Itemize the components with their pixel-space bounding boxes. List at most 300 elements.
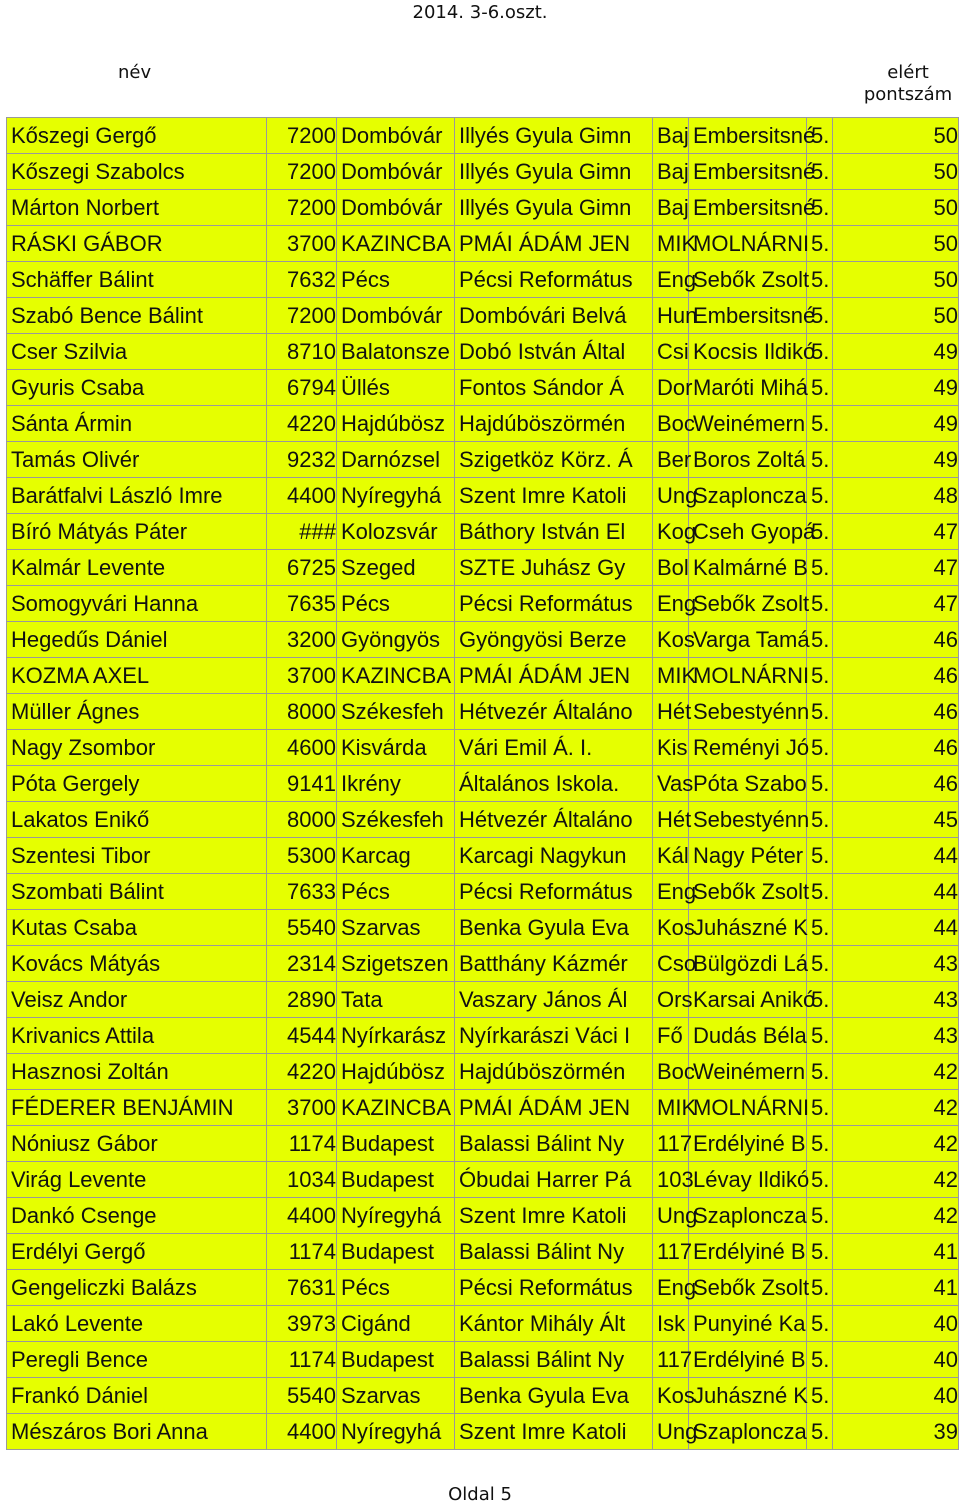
cell-teacher: Karsai Anikó xyxy=(689,982,807,1018)
cell-address: Boc xyxy=(653,406,689,442)
cell-city: Gyöngyös xyxy=(337,622,455,658)
cell-teacher: Embersitsné xyxy=(689,298,807,334)
cell-grade: 5. xyxy=(807,154,833,190)
cell-address: Hun xyxy=(653,298,689,334)
table-row xyxy=(7,838,959,874)
cell-grade: 5. xyxy=(807,730,833,766)
cell-grade: 5. xyxy=(807,1090,833,1126)
cell-zip: 2890 xyxy=(267,982,337,1018)
cell-city: Budapest xyxy=(337,1126,455,1162)
cell-grade: 5. xyxy=(807,1054,833,1090)
cell-zip: 1174 xyxy=(267,1234,337,1270)
cell-zip: 7635 xyxy=(267,586,337,622)
cell-address: Fő xyxy=(653,1018,689,1054)
cell-city: Dombóvár xyxy=(337,190,455,226)
cell-points: 50 xyxy=(833,298,959,334)
table-row xyxy=(7,730,959,766)
cell-name: Mészáros Bori Anna xyxy=(7,1414,267,1450)
cell-teacher: Boros Zoltá xyxy=(689,442,807,478)
cell-address: MIK xyxy=(653,658,689,694)
cell-city: Balatonsze xyxy=(337,334,455,370)
table-row xyxy=(7,586,959,622)
cell-name: Szentesi Tibor xyxy=(7,838,267,874)
cell-school: Illyés Gyula Gimn xyxy=(455,154,653,190)
cell-teacher: Cseh Gyopá xyxy=(689,514,807,550)
cell-teacher: Szaploncza xyxy=(689,1414,807,1450)
cell-name: Lakatos Enikő xyxy=(7,802,267,838)
cell-teacher: Kocsis Ildikó xyxy=(689,334,807,370)
cell-address: Ors xyxy=(653,982,689,1018)
cell-city: Pécs xyxy=(337,586,455,622)
cell-teacher: Erdélyiné B xyxy=(689,1234,807,1270)
cell-city: Szarvas xyxy=(337,910,455,946)
cell-points: 50 xyxy=(833,226,959,262)
cell-address: 117 xyxy=(653,1126,689,1162)
cell-zip: 4400 xyxy=(267,1414,337,1450)
cell-teacher: Erdélyiné B xyxy=(689,1342,807,1378)
cell-school: Dombóvári Belvá xyxy=(455,298,653,334)
cell-name: Tamás Olivér xyxy=(7,442,267,478)
cell-city: Nyíregyhá xyxy=(337,1198,455,1234)
cell-points: 46 xyxy=(833,658,959,694)
cell-address: Baj xyxy=(653,118,689,154)
table-row xyxy=(7,946,959,982)
cell-name: Kőszegi Gergő xyxy=(7,118,267,154)
table-row xyxy=(7,262,959,298)
cell-address: Baj xyxy=(653,154,689,190)
table-row xyxy=(7,694,959,730)
cell-zip: 3973 xyxy=(267,1306,337,1342)
cell-grade: 5. xyxy=(807,1414,833,1450)
cell-teacher: Embersitsné xyxy=(689,154,807,190)
cell-zip: 5540 xyxy=(267,910,337,946)
cell-teacher: Reményi Jó xyxy=(689,730,807,766)
cell-teacher: Embersitsné xyxy=(689,118,807,154)
cell-address: 117 xyxy=(653,1234,689,1270)
cell-teacher: Szaploncza xyxy=(689,478,807,514)
cell-name: Somogyvári Hanna xyxy=(7,586,267,622)
cell-teacher: Nagy Péter xyxy=(689,838,807,874)
cell-grade: 5. xyxy=(807,910,833,946)
cell-zip: 3700 xyxy=(267,1090,337,1126)
cell-zip: 1174 xyxy=(267,1342,337,1378)
cell-name: Dankó Csenge xyxy=(7,1198,267,1234)
cell-grade: 5. xyxy=(807,334,833,370)
cell-name: Lakó Levente xyxy=(7,1306,267,1342)
cell-teacher: Sebők Zsolt xyxy=(689,262,807,298)
cell-points: 40 xyxy=(833,1342,959,1378)
cell-points: 40 xyxy=(833,1378,959,1414)
cell-points: 43 xyxy=(833,946,959,982)
cell-name: Márton Norbert xyxy=(7,190,267,226)
cell-grade: 5. xyxy=(807,694,833,730)
cell-city: Székesfeh xyxy=(337,802,455,838)
cell-school: PMÁI ÁDÁM JEN xyxy=(455,226,653,262)
cell-points: 47 xyxy=(833,514,959,550)
cell-points: 45 xyxy=(833,802,959,838)
cell-city: Pécs xyxy=(337,874,455,910)
cell-city: Cigánd xyxy=(337,1306,455,1342)
cell-name: Kőszegi Szabolcs xyxy=(7,154,267,190)
cell-school: PMÁI ÁDÁM JEN xyxy=(455,1090,653,1126)
cell-city: Budapest xyxy=(337,1162,455,1198)
cell-grade: 5. xyxy=(807,802,833,838)
cell-school: Batthány Kázmér xyxy=(455,946,653,982)
cell-name: Cser Szilvia xyxy=(7,334,267,370)
cell-points: 46 xyxy=(833,622,959,658)
cell-name: Barátfalvi László Imre xyxy=(7,478,267,514)
cell-city: Budapest xyxy=(337,1234,455,1270)
cell-address: Ung xyxy=(653,478,689,514)
cell-teacher: Weinémern xyxy=(689,1054,807,1090)
cell-name: Gengeliczki Balázs xyxy=(7,1270,267,1306)
cell-points: 43 xyxy=(833,1018,959,1054)
cell-school: Fontos Sándor Á xyxy=(455,370,653,406)
cell-school: Balassi Bálint Ny xyxy=(455,1126,653,1162)
cell-points: 50 xyxy=(833,190,959,226)
cell-points: 49 xyxy=(833,406,959,442)
table-row xyxy=(7,1306,959,1342)
cell-school: Pécsi Református xyxy=(455,874,653,910)
cell-teacher: Sebők Zsolt xyxy=(689,874,807,910)
cell-grade: 5. xyxy=(807,1018,833,1054)
table-row xyxy=(7,1090,959,1126)
cell-points: 49 xyxy=(833,370,959,406)
cell-school: Szent Imre Katoli xyxy=(455,1414,653,1450)
cell-city: Szeged xyxy=(337,550,455,586)
cell-points: 43 xyxy=(833,982,959,1018)
cell-zip: 2314 xyxy=(267,946,337,982)
cell-address: Ber xyxy=(653,442,689,478)
cell-school: Vári Emil Á. I. xyxy=(455,730,653,766)
cell-address: Hét xyxy=(653,694,689,730)
cell-name: Erdélyi Gergő xyxy=(7,1234,267,1270)
cell-zip: 1034 xyxy=(267,1162,337,1198)
cell-grade: 5. xyxy=(807,118,833,154)
cell-address: Eng xyxy=(653,1270,689,1306)
cell-address: Bol xyxy=(653,550,689,586)
cell-city: Nyíregyhá xyxy=(337,478,455,514)
cell-city: Kisvárda xyxy=(337,730,455,766)
table-row xyxy=(7,658,959,694)
cell-name: Nóniusz Gábor xyxy=(7,1126,267,1162)
cell-grade: 5. xyxy=(807,1126,833,1162)
table-row xyxy=(7,298,959,334)
cell-city: KAZINCBA xyxy=(337,1090,455,1126)
table-row xyxy=(7,1198,959,1234)
cell-grade: 5. xyxy=(807,586,833,622)
cell-school: Hajdúböszörmén xyxy=(455,406,653,442)
cell-address: Ung xyxy=(653,1198,689,1234)
cell-zip: 6794 xyxy=(267,370,337,406)
cell-grade: 5. xyxy=(807,982,833,1018)
table-row xyxy=(7,1234,959,1270)
cell-name: Peregli Bence xyxy=(7,1342,267,1378)
cell-name: Frankó Dániel xyxy=(7,1378,267,1414)
cell-zip: 7200 xyxy=(267,298,337,334)
cell-name: Hegedűs Dániel xyxy=(7,622,267,658)
cell-city: KAZINCBA xyxy=(337,658,455,694)
cell-city: Dombóvár xyxy=(337,298,455,334)
cell-grade: 5. xyxy=(807,622,833,658)
cell-points: 49 xyxy=(833,442,959,478)
cell-zip: 4400 xyxy=(267,478,337,514)
cell-points: 39 xyxy=(833,1414,959,1450)
cell-school: Kántor Mihály Ált xyxy=(455,1306,653,1342)
cell-city: Nyíregyhá xyxy=(337,1414,455,1450)
cell-points: 44 xyxy=(833,838,959,874)
cell-zip: 9232 xyxy=(267,442,337,478)
cell-zip: 3200 xyxy=(267,622,337,658)
cell-school: Szent Imre Katoli xyxy=(455,1198,653,1234)
cell-teacher: Póta Szabo xyxy=(689,766,807,802)
cell-teacher: Weinémern xyxy=(689,406,807,442)
cell-city: Hajdúbösz xyxy=(337,1054,455,1090)
table-row xyxy=(7,1270,959,1306)
cell-zip: 7632 xyxy=(267,262,337,298)
table-row xyxy=(7,514,959,550)
cell-teacher: Juhászné K xyxy=(689,1378,807,1414)
cell-points: 47 xyxy=(833,586,959,622)
table-row xyxy=(7,190,959,226)
cell-teacher: Sebők Zsolt xyxy=(689,1270,807,1306)
cell-address: Kos xyxy=(653,622,689,658)
cell-address: Kos xyxy=(653,910,689,946)
cell-school: Általános Iskola. xyxy=(455,766,653,802)
cell-name: Kutas Csaba xyxy=(7,910,267,946)
cell-school: Pécsi Református xyxy=(455,262,653,298)
cell-teacher: MOLNÁRNI xyxy=(689,1090,807,1126)
column-header-points-line1: elért xyxy=(887,62,929,83)
cell-school: Illyés Gyula Gimn xyxy=(455,118,653,154)
table-row xyxy=(7,1018,959,1054)
cell-grade: 5. xyxy=(807,262,833,298)
cell-address: 103 xyxy=(653,1162,689,1198)
cell-city: Székesfeh xyxy=(337,694,455,730)
cell-address: Kis xyxy=(653,730,689,766)
cell-address: Isk xyxy=(653,1306,689,1342)
cell-name: Nagy Zsombor xyxy=(7,730,267,766)
cell-city: Darnózsel xyxy=(337,442,455,478)
table-row xyxy=(7,874,959,910)
cell-address: Ung xyxy=(653,1414,689,1450)
table-row xyxy=(7,118,959,154)
page-title: 2014. 3-6.oszt. xyxy=(412,2,548,23)
table-row xyxy=(7,910,959,946)
table-row xyxy=(7,1054,959,1090)
cell-address: Kos xyxy=(653,1378,689,1414)
cell-points: 47 xyxy=(833,550,959,586)
cell-teacher: Bülgözdi Lá xyxy=(689,946,807,982)
cell-city: Szigetszen xyxy=(337,946,455,982)
cell-address: Hét xyxy=(653,802,689,838)
cell-name: Sánta Ármin xyxy=(7,406,267,442)
cell-address: Csi xyxy=(653,334,689,370)
cell-school: Báthory István El xyxy=(455,514,653,550)
cell-zip: 8000 xyxy=(267,802,337,838)
table-row xyxy=(7,334,959,370)
cell-grade: 5. xyxy=(807,1162,833,1198)
cell-school: Dobó István Által xyxy=(455,334,653,370)
cell-city: Kolozsvár xyxy=(337,514,455,550)
cell-name: Schäffer Bálint xyxy=(7,262,267,298)
cell-zip: 5300 xyxy=(267,838,337,874)
cell-points: 46 xyxy=(833,766,959,802)
results-table xyxy=(6,117,959,1450)
cell-city: Nyírkarász xyxy=(337,1018,455,1054)
cell-grade: 5. xyxy=(807,1198,833,1234)
cell-teacher: Kalmárné B xyxy=(689,550,807,586)
table-row xyxy=(7,766,959,802)
cell-city: Dombóvár xyxy=(337,118,455,154)
cell-school: Balassi Bálint Ny xyxy=(455,1234,653,1270)
cell-zip: 6725 xyxy=(267,550,337,586)
cell-zip: 7200 xyxy=(267,154,337,190)
cell-name: RÁSKI GÁBOR xyxy=(7,226,267,262)
cell-teacher: Sebők Zsolt xyxy=(689,586,807,622)
column-header-points xyxy=(860,62,956,106)
cell-school: Szigetköz Körz. Á xyxy=(455,442,653,478)
cell-address: Eng xyxy=(653,262,689,298)
cell-grade: 5. xyxy=(807,298,833,334)
cell-name: Szabó Bence Bálint xyxy=(7,298,267,334)
cell-grade: 5. xyxy=(807,1342,833,1378)
cell-name: Kalmár Levente xyxy=(7,550,267,586)
cell-school: SZTE Juhász Gy xyxy=(455,550,653,586)
cell-grade: 5. xyxy=(807,1270,833,1306)
cell-grade: 5. xyxy=(807,838,833,874)
column-header-points-line2: pontszám xyxy=(863,84,953,105)
cell-points: 42 xyxy=(833,1090,959,1126)
table-row xyxy=(7,1414,959,1450)
cell-name: Veisz Andor xyxy=(7,982,267,1018)
cell-zip: 4544 xyxy=(267,1018,337,1054)
cell-address: MIK xyxy=(653,226,689,262)
table-row xyxy=(7,622,959,658)
cell-school: Pécsi Református xyxy=(455,586,653,622)
cell-school: Illyés Gyula Gimn xyxy=(455,190,653,226)
cell-city: Üllés xyxy=(337,370,455,406)
cell-points: 49 xyxy=(833,334,959,370)
cell-zip: 8000 xyxy=(267,694,337,730)
cell-teacher: Maróti Mihá xyxy=(689,370,807,406)
cell-zip: 7200 xyxy=(267,118,337,154)
cell-points: 42 xyxy=(833,1126,959,1162)
table-row xyxy=(7,154,959,190)
cell-points: 44 xyxy=(833,910,959,946)
cell-address: Eng xyxy=(653,586,689,622)
table-row xyxy=(7,1342,959,1378)
cell-points: 50 xyxy=(833,154,959,190)
cell-city: Budapest xyxy=(337,1342,455,1378)
cell-points: 41 xyxy=(833,1270,959,1306)
cell-points: 46 xyxy=(833,694,959,730)
cell-zip: 9141 xyxy=(267,766,337,802)
cell-school: Benka Gyula Eva xyxy=(455,1378,653,1414)
cell-zip: ### xyxy=(267,514,337,550)
cell-school: Óbudai Harrer Pá xyxy=(455,1162,653,1198)
cell-points: 42 xyxy=(833,1054,959,1090)
cell-zip: 3700 xyxy=(267,226,337,262)
cell-city: Ikrény xyxy=(337,766,455,802)
cell-address: Kál xyxy=(653,838,689,874)
cell-grade: 5. xyxy=(807,658,833,694)
cell-address: Eng xyxy=(653,874,689,910)
table-row xyxy=(7,1378,959,1414)
cell-city: Dombóvár xyxy=(337,154,455,190)
cell-school: Nyírkarászi Váci I xyxy=(455,1018,653,1054)
cell-teacher: Sebestyénn xyxy=(689,802,807,838)
cell-grade: 5. xyxy=(807,1306,833,1342)
cell-zip: 4400 xyxy=(267,1198,337,1234)
cell-city: Karcag xyxy=(337,838,455,874)
cell-address: Vas xyxy=(653,766,689,802)
cell-city: KAZINCBA xyxy=(337,226,455,262)
cell-address: MIK xyxy=(653,1090,689,1126)
cell-grade: 5. xyxy=(807,946,833,982)
cell-grade: 5. xyxy=(807,190,833,226)
cell-name: KOZMA AXEL xyxy=(7,658,267,694)
table-row xyxy=(7,982,959,1018)
cell-grade: 5. xyxy=(807,370,833,406)
cell-city: Tata xyxy=(337,982,455,1018)
cell-name: Müller Ágnes xyxy=(7,694,267,730)
cell-address: Cso xyxy=(653,946,689,982)
cell-address: Kog xyxy=(653,514,689,550)
cell-points: 50 xyxy=(833,118,959,154)
cell-address: Boc xyxy=(653,1054,689,1090)
cell-name: Szombati Bálint xyxy=(7,874,267,910)
results-table-body xyxy=(7,118,959,1450)
cell-points: 46 xyxy=(833,730,959,766)
table-row xyxy=(7,802,959,838)
cell-name: Gyuris Csaba xyxy=(7,370,267,406)
cell-zip: 4600 xyxy=(267,730,337,766)
cell-teacher: Punyiné Ka xyxy=(689,1306,807,1342)
cell-school: Gyöngyösi Berze xyxy=(455,622,653,658)
cell-points: 42 xyxy=(833,1198,959,1234)
cell-teacher: Lévay Ildikó xyxy=(689,1162,807,1198)
table-row xyxy=(7,442,959,478)
cell-zip: 7633 xyxy=(267,874,337,910)
cell-name: Bíró Mátyás Páter xyxy=(7,514,267,550)
cell-school: Karcagi Nagykun xyxy=(455,838,653,874)
cell-school: Szent Imre Katoli xyxy=(455,478,653,514)
cell-city: Hajdúbösz xyxy=(337,406,455,442)
cell-points: 44 xyxy=(833,874,959,910)
cell-zip: 5540 xyxy=(267,1378,337,1414)
table-row xyxy=(7,478,959,514)
cell-points: 42 xyxy=(833,1162,959,1198)
cell-teacher: Juhászné K xyxy=(689,910,807,946)
cell-zip: 4220 xyxy=(267,1054,337,1090)
cell-city: Pécs xyxy=(337,262,455,298)
cell-name: Hasznosi Zoltán xyxy=(7,1054,267,1090)
table-row xyxy=(7,1126,959,1162)
cell-school: Vaszary János Ál xyxy=(455,982,653,1018)
column-header-name: név xyxy=(118,62,152,83)
cell-address: 117 xyxy=(653,1342,689,1378)
table-row xyxy=(7,406,959,442)
cell-zip: 7200 xyxy=(267,190,337,226)
cell-points: 41 xyxy=(833,1234,959,1270)
cell-grade: 5. xyxy=(807,478,833,514)
cell-teacher: Dudás Béla xyxy=(689,1018,807,1054)
cell-zip: 3700 xyxy=(267,658,337,694)
page-number: Oldal 5 xyxy=(448,1484,512,1505)
cell-name: Virág Levente xyxy=(7,1162,267,1198)
cell-grade: 5. xyxy=(807,1378,833,1414)
